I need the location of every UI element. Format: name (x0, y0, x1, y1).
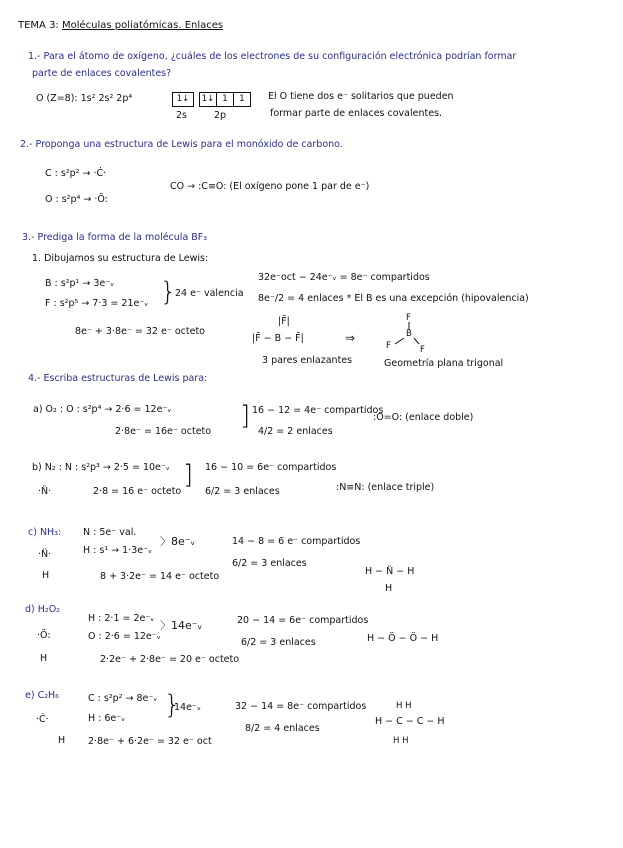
q3-bonds: 8e⁻/2 = 4 enlaces * El B es una excepción (hipovalencia) (258, 293, 529, 304)
page-title (18, 20, 223, 32)
q1-line2: parte de enlaces covalentes? (32, 68, 172, 79)
q4e-h: H (58, 735, 66, 746)
q4c-right2: 6/2 = 3 enlaces (232, 558, 307, 569)
q4e-right2: 8/2 = 4 enlaces (245, 723, 320, 734)
q3-octet: 8e⁻ + 3·8e⁻ = 32 e⁻ octeto (75, 326, 205, 337)
q1-answer2: formar parte de enlaces covalentes. (270, 108, 443, 119)
q2-c-line: C : s²p² → ·Ċ· (45, 168, 107, 179)
h2o2-structure: H − Ö − Ö − H (367, 633, 439, 644)
q4e-dot: ·Ċ· (36, 714, 49, 725)
ethane-bot: H H (393, 736, 409, 746)
q4a-result: :O=O: (enlace doble) (373, 412, 474, 423)
q4b-right2: 6/2 = 3 enlaces (205, 486, 280, 497)
q3-step1: 1. Dibujamos su estructura de Lewis: (32, 253, 209, 264)
q4d-line3: 2·2e⁻ + 2·8e⁻ = 20 e⁻ octeto (100, 654, 240, 665)
ethane-mid: H − C − C − H (375, 716, 445, 727)
brace: } (160, 277, 177, 307)
bf3-lewis-top: |F̄| (278, 316, 290, 327)
geo-f-left: F (386, 341, 391, 351)
q2-answer: CO → :C≡O: (El oxígeno pone 1 par de e⁻) (170, 181, 370, 192)
q3-geometry: Geometría plana trigonal (384, 358, 504, 369)
q4d-line1: H : 2·1 = 2e⁻ᵥ (88, 613, 155, 624)
q2-o-line: O : s²p⁴ → ·Ö: (45, 194, 108, 205)
orbital-2s: 1↓ (172, 92, 194, 107)
q4c-h: H (42, 570, 50, 581)
q4d-line2: O : 2·6 = 12e⁻ᵥ (88, 631, 161, 642)
q4e-right1: 32 − 14 = 8e⁻ compartidos (235, 701, 367, 712)
q4b-line2: 2·8 = 16 e⁻ octeto (93, 486, 182, 497)
title-prefix: TEMA 3: (18, 20, 59, 31)
q4c-sum: 〉8e⁻ᵥ (160, 535, 196, 548)
q4c-label: c) NH₃: (28, 527, 62, 538)
q3-pairs: 3 pares enlazantes (262, 355, 353, 366)
q4d-h: H (40, 653, 48, 664)
orbital-2p-3: 1 (233, 92, 251, 107)
q3-valence: 24 e⁻ valencia (175, 288, 244, 299)
q1-config: O (Z=8): 1s² 2s² 2p⁴ (36, 93, 133, 104)
q3-b-line: B : s²p¹ → 3e⁻ᵥ (45, 278, 115, 289)
q4a-right2: 4/2 = 2 enlaces (258, 426, 333, 437)
label-2s: 2s (176, 110, 187, 121)
q3-f-line: F : s²p⁵ → 7·3 = 21e⁻ᵥ (45, 298, 149, 309)
geo-f-top: F (406, 313, 411, 323)
geo-f-right: F (420, 345, 425, 355)
orbital-2p-2: 1 (216, 92, 234, 107)
q4-heading: 4.- Escriba estructuras de Lewis para: (28, 373, 208, 384)
q3-shared: 32e⁻oct − 24e⁻ᵥ = 8e⁻ compartidos (258, 272, 430, 283)
title-text: Moléculas poliatómicas. Enlaces (62, 20, 224, 31)
geo-b: B (406, 329, 412, 339)
nh3-structure-h: H (385, 583, 393, 594)
q4c-line3: 8 + 3·2e⁻ = 14 e⁻ octeto (100, 571, 220, 582)
q2-heading: 2.- Proponga una estructura de Lewis para el monóxido de carbono. (20, 139, 343, 150)
q4c-line1: N : 5e⁻ val. (83, 527, 137, 538)
q4d-label: d) H₂O₂ (25, 604, 60, 615)
q4c-line2: H : s¹ → 1·3e⁻ᵥ (83, 545, 153, 556)
q4b-right1: 16 − 10 = 6e⁻ compartidos (205, 462, 337, 473)
q4a-right1: 16 − 12 = 4e⁻ compartidos (252, 405, 384, 416)
q4a-line2: 2·8e⁻ = 16e⁻ octeto (115, 426, 212, 437)
q4d-dot: ·Ö: (37, 630, 51, 641)
q4e-line3: 2·8e⁻ + 6·2e⁻ = 32 e⁻ oct (88, 736, 212, 747)
q4d-right1: 20 − 14 = 6e⁻ compartidos (237, 615, 369, 626)
brace: ] (183, 460, 194, 490)
q4d-sum: 〉14e⁻ᵥ (160, 619, 203, 632)
q4c-dot: ·N̈· (38, 549, 52, 560)
bf3-lewis-mid: |F̄ − B − F̄| (252, 333, 304, 344)
q4e-label: e) C₂H₆ (25, 690, 59, 701)
q4e-line1: C : s²p² → 8e⁻ᵥ (88, 693, 158, 704)
nh3-structure: H − N̈ − H (365, 566, 415, 577)
label-2p: 2p (214, 110, 227, 121)
q4b-line1: b) N₂ : N : s²p³ → 2·5 = 10e⁻ᵥ (32, 462, 170, 473)
q4e-sum: 14e⁻ᵥ (174, 702, 201, 713)
q1-line1: 1.- Para el átomo de oxígeno, ¿cuáles de los electrones de su configuración electrónica podrían formar (28, 51, 517, 62)
brace: } (164, 690, 181, 720)
ethane-top: H H (396, 701, 412, 711)
q4c-right1: 14 − 8 = 6 e⁻ compartidos (232, 536, 361, 547)
implies-arrow: ⇒ (345, 331, 356, 345)
q4b-dot: ·N̈· (38, 486, 52, 497)
q4d-right2: 6/2 = 3 enlaces (241, 637, 316, 648)
q4a-line1: a) O₂ : O : s²p⁴ → 2·6 = 12e⁻ᵥ (33, 404, 172, 415)
q4e-line2: H : 6e⁻ᵥ (88, 713, 126, 724)
q1-answer1: El O tiene dos e⁻ solitarios que pueden (268, 91, 454, 102)
q3-heading: 3.- Prediga la forma de la molécula BF₃ (22, 232, 208, 243)
orbital-2p-1: 1↓ (199, 92, 217, 107)
brace: ] (240, 401, 251, 431)
q4b-result: :N≡N: (enlace triple) (336, 482, 435, 493)
